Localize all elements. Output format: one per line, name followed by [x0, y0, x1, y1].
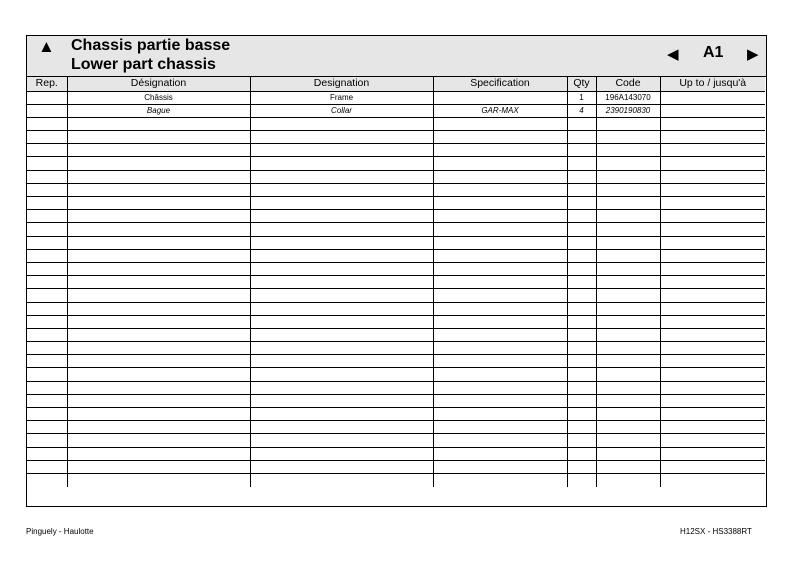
cell-rep: [27, 342, 67, 355]
cell-specification: [433, 144, 567, 157]
cell-up-to: [660, 117, 765, 130]
cell-rep: [27, 210, 67, 223]
cell-rep: [27, 117, 67, 130]
cell-up-to: [660, 236, 765, 249]
cell-designation-fr: [67, 381, 250, 394]
parts-table: [27, 77, 765, 487]
empty-table-row: [27, 157, 765, 170]
cell-code: [596, 394, 660, 407]
cell-code: [596, 381, 660, 394]
cell-designation-en: [250, 170, 433, 183]
cell-specification: [433, 183, 567, 196]
table-row: [27, 104, 765, 117]
cell-designation-en: [250, 434, 433, 447]
cell-code: [596, 355, 660, 368]
cell-code: [596, 315, 660, 328]
empty-table-row: [27, 117, 765, 130]
cell-rep: [27, 447, 67, 460]
empty-table-row: [27, 328, 765, 341]
cell-specification: [433, 249, 567, 262]
cell-designation-fr: [67, 460, 250, 473]
cell-code: [596, 276, 660, 289]
column-header-designation-fr: Désignation: [67, 77, 250, 91]
cell-qty: [567, 262, 596, 275]
empty-table-row: [27, 315, 765, 328]
cell-rep: [27, 262, 67, 275]
cell-code: [596, 170, 660, 183]
cell-up-to: [660, 183, 765, 196]
cell-qty: 1: [567, 91, 596, 104]
title-bar: [27, 36, 766, 77]
cell-designation-fr: [67, 302, 250, 315]
cell-designation-fr: [67, 276, 250, 289]
cell-specification: [433, 91, 567, 104]
cell-qty: [567, 236, 596, 249]
empty-table-row: [27, 131, 765, 144]
cell-code: [596, 223, 660, 236]
cell-up-to: [660, 249, 765, 262]
cell-up-to: [660, 342, 765, 355]
cell-qty: [567, 381, 596, 394]
cell-qty: [567, 210, 596, 223]
cell-qty: [567, 328, 596, 341]
cell-up-to: [660, 434, 765, 447]
cell-rep: [27, 249, 67, 262]
cell-designation-en: [250, 394, 433, 407]
cell-designation-fr: [67, 408, 250, 421]
cell-up-to: [660, 91, 765, 104]
cell-up-to: [660, 197, 765, 210]
cell-qty: [567, 342, 596, 355]
cell-qty: [567, 170, 596, 183]
cell-qty: [567, 368, 596, 381]
cell-up-to: [660, 381, 765, 394]
cell-rep: [27, 276, 67, 289]
cell-specification: [433, 276, 567, 289]
cell-designation-en: [250, 315, 433, 328]
cell-up-to: [660, 170, 765, 183]
cell-rep: [27, 223, 67, 236]
cell-specification: [433, 394, 567, 407]
up-arrow-icon[interactable]: ▲: [38, 37, 55, 56]
cell-code: [596, 473, 660, 486]
cell-specification: [433, 223, 567, 236]
cell-up-to: [660, 262, 765, 275]
cell-up-to: [660, 223, 765, 236]
cell-designation-en: [250, 197, 433, 210]
cell-specification: [433, 421, 567, 434]
cell-designation-fr: [67, 262, 250, 275]
cell-rep: [27, 434, 67, 447]
cell-code: [596, 131, 660, 144]
column-header-designation-en: Designation: [250, 77, 433, 91]
cell-designation-en: [250, 276, 433, 289]
cell-specification: [433, 447, 567, 460]
cell-code: [596, 342, 660, 355]
cell-qty: [567, 276, 596, 289]
cell-designation-fr: [67, 117, 250, 130]
empty-table-row: [27, 368, 765, 381]
empty-table-row: [27, 170, 765, 183]
cell-specification: [433, 355, 567, 368]
cell-designation-fr: [67, 131, 250, 144]
cell-specification: [433, 408, 567, 421]
cell-specification: [433, 170, 567, 183]
cell-qty: [567, 117, 596, 130]
cell-specification: [433, 117, 567, 130]
cell-designation-en: [250, 355, 433, 368]
cell-rep: [27, 460, 67, 473]
cell-specification: [433, 302, 567, 315]
cell-rep: [27, 236, 67, 249]
cell-qty: [567, 289, 596, 302]
cell-designation-en: [250, 236, 433, 249]
cell-specification: [433, 381, 567, 394]
cell-designation-fr: Châssis: [67, 91, 250, 104]
empty-table-row: [27, 434, 765, 447]
cell-code: [596, 460, 660, 473]
cell-qty: [567, 131, 596, 144]
cell-up-to: [660, 394, 765, 407]
cell-designation-fr: [67, 342, 250, 355]
cell-designation-en: [250, 223, 433, 236]
cell-specification: [433, 236, 567, 249]
cell-code: [596, 144, 660, 157]
cell-code: [596, 117, 660, 130]
empty-table-row: [27, 342, 765, 355]
cell-qty: [567, 408, 596, 421]
cell-qty: [567, 183, 596, 196]
cell-rep: [27, 157, 67, 170]
cell-designation-fr: [67, 144, 250, 157]
cell-rep: [27, 408, 67, 421]
cell-up-to: [660, 131, 765, 144]
cell-designation-en: [250, 473, 433, 486]
cell-specification: [433, 342, 567, 355]
cell-designation-en: [250, 408, 433, 421]
cell-designation-fr: [67, 223, 250, 236]
column-header-code: Code: [596, 77, 660, 91]
cell-designation-fr: [67, 315, 250, 328]
cell-specification: [433, 460, 567, 473]
cell-up-to: [660, 460, 765, 473]
cell-rep: [27, 328, 67, 341]
cell-designation-en: [250, 157, 433, 170]
cell-designation-fr: [67, 157, 250, 170]
cell-designation-fr: [67, 289, 250, 302]
empty-table-row: [27, 183, 765, 196]
cell-qty: [567, 157, 596, 170]
empty-table-row: [27, 394, 765, 407]
cell-designation-en: [250, 368, 433, 381]
cell-qty: [567, 394, 596, 407]
cell-code: [596, 368, 660, 381]
title-english: Lower part chassis: [71, 56, 216, 73]
cell-qty: [567, 460, 596, 473]
cell-designation-fr: [67, 473, 250, 486]
empty-table-row: [27, 210, 765, 223]
empty-table-row: [27, 236, 765, 249]
cell-code: [596, 421, 660, 434]
cell-rep: [27, 91, 67, 104]
cell-designation-en: [250, 342, 433, 355]
cell-designation-fr: [67, 170, 250, 183]
cell-up-to: [660, 355, 765, 368]
cell-rep: [27, 289, 67, 302]
cell-code: [596, 183, 660, 196]
cell-qty: 4: [567, 104, 596, 117]
cell-designation-fr: [67, 394, 250, 407]
empty-table-row: [27, 249, 765, 262]
cell-specification: [433, 368, 567, 381]
cell-rep: [27, 302, 67, 315]
cell-designation-en: [250, 328, 433, 341]
cell-up-to: [660, 276, 765, 289]
cell-designation-en: [250, 262, 433, 275]
cell-qty: [567, 197, 596, 210]
empty-table-row: [27, 262, 765, 275]
cell-qty: [567, 144, 596, 157]
cell-specification: [433, 131, 567, 144]
cell-code: [596, 447, 660, 460]
cell-rep: [27, 131, 67, 144]
parts-sheet: [26, 35, 767, 507]
cell-specification: [433, 473, 567, 486]
cell-designation-en: [250, 183, 433, 196]
cell-code: [596, 302, 660, 315]
cell-specification: [433, 210, 567, 223]
cell-designation-fr: [67, 197, 250, 210]
cell-designation-fr: [67, 328, 250, 341]
cell-up-to: [660, 144, 765, 157]
cell-rep: [27, 473, 67, 486]
page-code: A1: [703, 44, 724, 61]
cell-designation-fr: [67, 236, 250, 249]
table-header-row: [27, 77, 765, 91]
cell-designation-fr: [67, 447, 250, 460]
table-row: [27, 91, 765, 104]
prev-page-arrow-icon[interactable]: ◀: [667, 46, 679, 63]
title-french: Chassis partie basse: [71, 37, 231, 54]
cell-code: [596, 157, 660, 170]
cell-code: [596, 408, 660, 421]
cell-designation-en: [250, 131, 433, 144]
footer-model: H12SX - HS3388RT: [680, 527, 752, 536]
column-header-qty: Qty: [567, 77, 596, 91]
cell-designation-fr: [67, 434, 250, 447]
cell-code: [596, 262, 660, 275]
cell-code: [596, 328, 660, 341]
cell-rep: [27, 421, 67, 434]
cell-rep: [27, 170, 67, 183]
cell-designation-fr: [67, 421, 250, 434]
column-header-up-to: Up to / jusqu'à: [660, 77, 765, 91]
cell-code: [596, 434, 660, 447]
cell-code: [596, 197, 660, 210]
cell-rep: [27, 381, 67, 394]
cell-rep: [27, 144, 67, 157]
empty-table-row: [27, 144, 765, 157]
cell-up-to: [660, 473, 765, 486]
cell-specification: [433, 197, 567, 210]
cell-up-to: [660, 328, 765, 341]
cell-up-to: [660, 289, 765, 302]
cell-designation-fr: Bague: [67, 104, 250, 117]
cell-designation-en: [250, 210, 433, 223]
cell-designation-fr: [67, 368, 250, 381]
cell-up-to: [660, 315, 765, 328]
cell-designation-en: [250, 447, 433, 460]
cell-designation-fr: [67, 249, 250, 262]
empty-table-row: [27, 473, 765, 486]
cell-designation-fr: [67, 210, 250, 223]
empty-table-row: [27, 223, 765, 236]
cell-specification: [433, 315, 567, 328]
empty-table-row: [27, 289, 765, 302]
cell-up-to: [660, 421, 765, 434]
cell-code: [596, 210, 660, 223]
next-page-arrow-icon[interactable]: ▶: [747, 46, 759, 63]
cell-designation-en: Frame: [250, 91, 433, 104]
cell-designation-en: Collar: [250, 104, 433, 117]
empty-table-row: [27, 447, 765, 460]
cell-up-to: [660, 447, 765, 460]
footer-manufacturer: Pinguely - Haulotte: [26, 527, 94, 536]
cell-qty: [567, 302, 596, 315]
cell-up-to: [660, 157, 765, 170]
cell-qty: [567, 315, 596, 328]
cell-rep: [27, 104, 67, 117]
cell-up-to: [660, 408, 765, 421]
empty-table-row: [27, 381, 765, 394]
cell-code: [596, 236, 660, 249]
cell-rep: [27, 183, 67, 196]
empty-table-row: [27, 197, 765, 210]
cell-designation-en: [250, 117, 433, 130]
empty-table-row: [27, 302, 765, 315]
cell-qty: [567, 434, 596, 447]
cell-code: 196A143070: [596, 91, 660, 104]
cell-specification: [433, 328, 567, 341]
cell-qty: [567, 223, 596, 236]
cell-qty: [567, 355, 596, 368]
cell-code: [596, 249, 660, 262]
cell-qty: [567, 421, 596, 434]
cell-code: 2390190830: [596, 104, 660, 117]
empty-table-row: [27, 408, 765, 421]
cell-rep: [27, 355, 67, 368]
cell-code: [596, 289, 660, 302]
cell-up-to: [660, 104, 765, 117]
cell-designation-en: [250, 460, 433, 473]
cell-specification: [433, 262, 567, 275]
cell-up-to: [660, 210, 765, 223]
empty-table-row: [27, 421, 765, 434]
cell-qty: [567, 249, 596, 262]
cell-designation-fr: [67, 183, 250, 196]
cell-designation-en: [250, 302, 433, 315]
cell-rep: [27, 315, 67, 328]
cell-designation-en: [250, 289, 433, 302]
cell-designation-en: [250, 144, 433, 157]
cell-designation-en: [250, 249, 433, 262]
cell-designation-en: [250, 381, 433, 394]
cell-qty: [567, 447, 596, 460]
empty-table-row: [27, 276, 765, 289]
column-header-rep: Rep.: [27, 77, 67, 91]
cell-rep: [27, 394, 67, 407]
empty-table-row: [27, 460, 765, 473]
cell-specification: [433, 289, 567, 302]
cell-rep: [27, 368, 67, 381]
column-header-specification: Specification: [433, 77, 567, 91]
cell-qty: [567, 473, 596, 486]
cell-up-to: [660, 302, 765, 315]
cell-specification: [433, 157, 567, 170]
empty-table-row: [27, 355, 765, 368]
cell-up-to: [660, 368, 765, 381]
cell-designation-fr: [67, 355, 250, 368]
cell-specification: GAR-MAX: [433, 104, 567, 117]
cell-specification: [433, 434, 567, 447]
cell-designation-en: [250, 421, 433, 434]
cell-rep: [27, 197, 67, 210]
